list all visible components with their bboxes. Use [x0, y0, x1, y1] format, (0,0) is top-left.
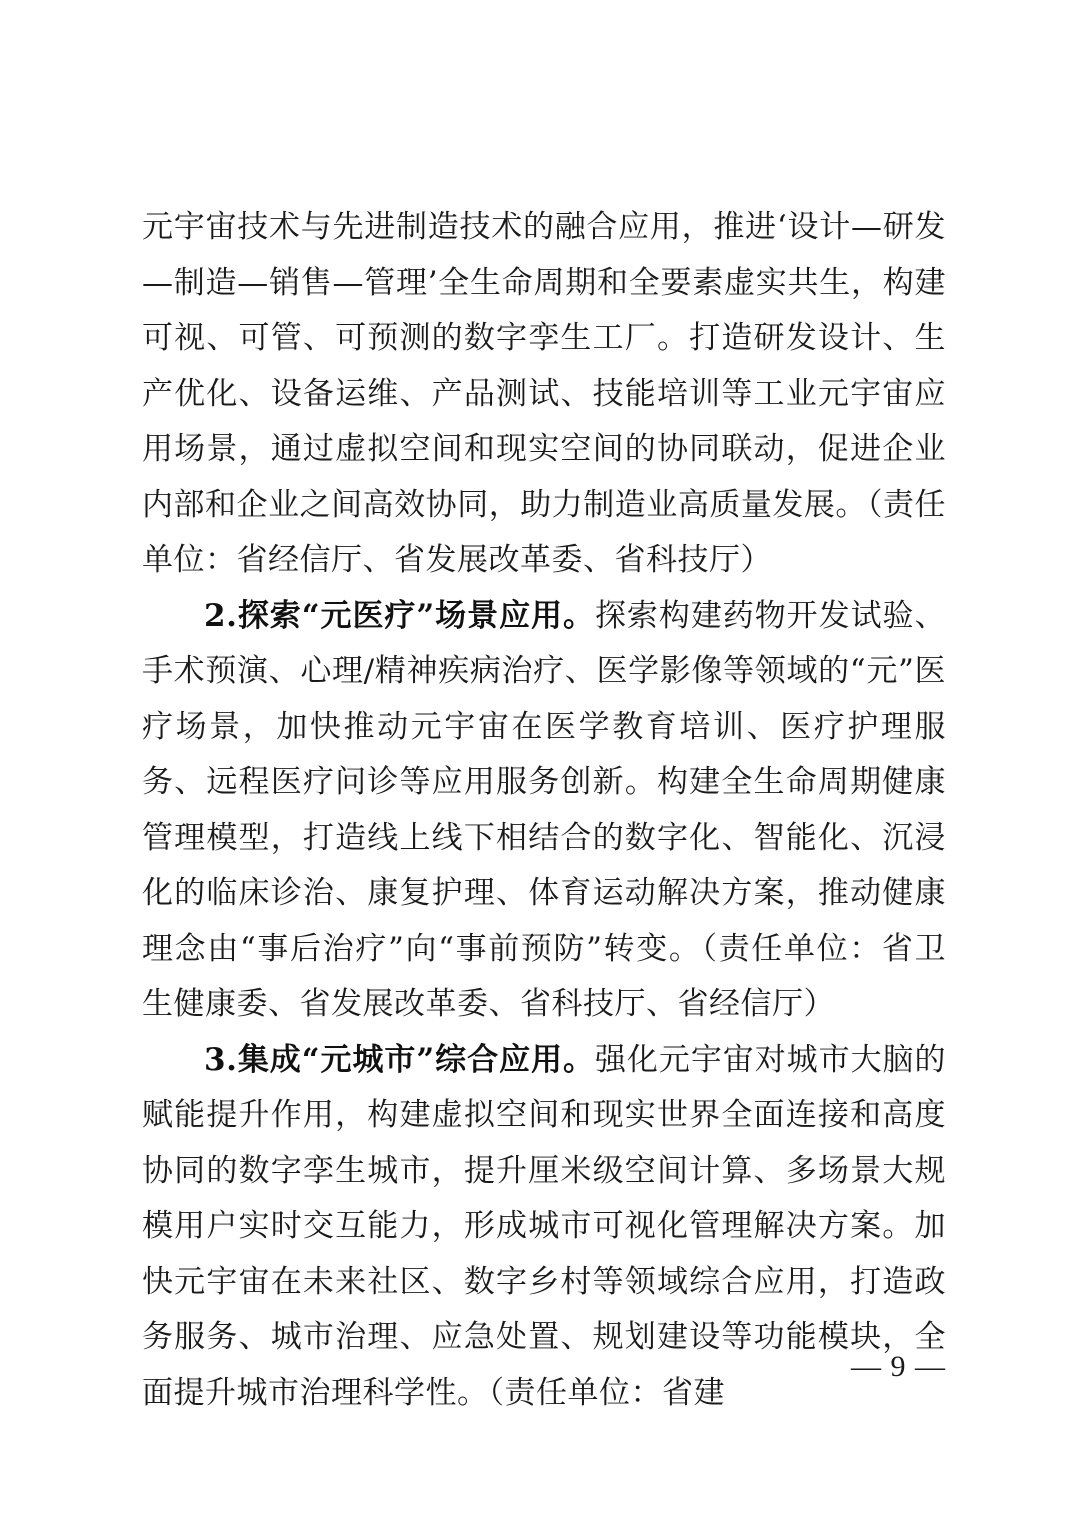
paragraph-body: 元宇宙技术与先进制造技术的融合应用，推进‘设计—研发—制造—销售—管理’全生命周期和全要素虚实共生，构建可视、可管、可预测的数字孪生工厂。打造研发设计、生产优化、设备运维、产品测试、技能培训等工业元宇宙应用场景，通过虚拟空间和现实空间的协同联动，促进企业内部和企业之间高效协同，助力制造业高质量发展。（责任单位：省经信厅、省发展改革委、省科技厅）	[142, 209, 946, 578]
section-heading: 3.集成“元城市”综合应用。	[204, 1041, 595, 1078]
paragraph-continuation	[142, 200, 946, 589]
paragraph-body: 探索构建药物开发试验、手术预演、心理/精神疾病治疗、医学影像等领域的“元”医疗场景，加快推动元宇宙在医学教育培训、医疗护理服务、远程医疗问诊等应用服务创新。构建全生命周期健康管理模型，打造线上线下相结合的数字化、智能化、沉浸化的临床诊治、康复护理、体育运动解决方案，推动健康理念由“事后治疗”向“事前预防”转变。（责任单位：省卫生健康委、省发展改革委、省科技厅、省经信厅）	[142, 597, 947, 1022]
document-body	[142, 200, 946, 1421]
paragraph-body: 强化元宇宙对城市大脑的赋能提升作用，构建虚拟空间和现实世界全面连接和高度协同的数字孪生城市，提升厘米级空间计算、多场景大规模用户实时交互能力，形成城市可视化管理解决方案。加快元宇宙在未来社区、数字乡村等领域综合应用，打造政务服务、城市治理、应急处置、规划建设等功能模块，全面提升城市治理科学性。（责任单位：省建	[142, 1041, 947, 1411]
page-number: — 9 —	[851, 1350, 946, 1383]
paragraph-meta-medical	[142, 589, 946, 1033]
section-heading: 2.探索“元医疗”场景应用。	[204, 597, 595, 634]
